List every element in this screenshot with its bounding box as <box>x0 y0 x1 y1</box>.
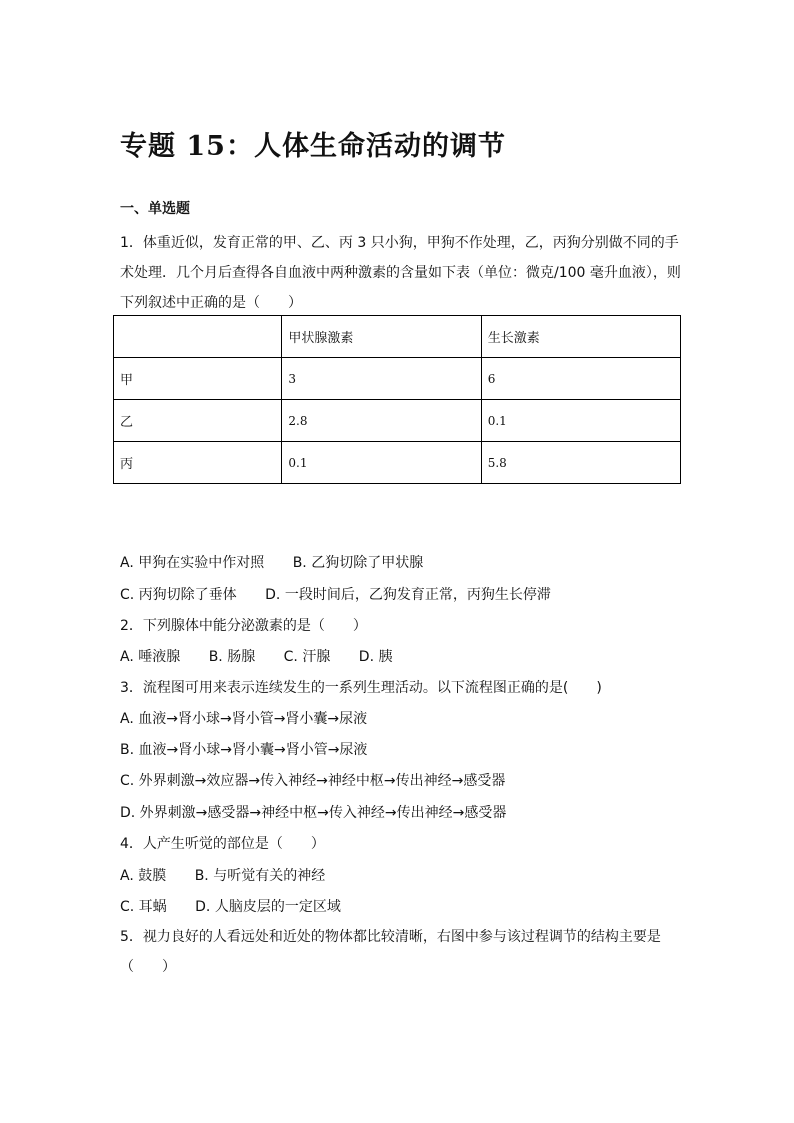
hormone-table <box>113 315 681 484</box>
option-c[interactable]: C. 丙狗切除了垂体 <box>120 587 237 603</box>
question-4-options-row-1 <box>120 866 325 886</box>
question-4-options-row-2 <box>120 897 341 917</box>
option-c[interactable]: C. 汗腺 <box>283 649 331 665</box>
table-cell: 3 <box>282 358 481 400</box>
table-row <box>114 400 681 442</box>
table-cell: 乙 <box>114 400 282 442</box>
question-1-options-row-1 <box>120 553 423 573</box>
option-d[interactable]: D. 一段时间后，乙狗发育正常，丙狗生长停滞 <box>265 587 551 603</box>
table-row <box>114 442 681 484</box>
option-a[interactable]: A. 鼓膜 <box>120 868 167 884</box>
question-4-stem: 4．人产生听觉的部位是（ ） <box>120 836 325 852</box>
question-3-stem: 3．流程图可用来表示连续发生的一系列生理活动。以下流程图正确的是( ) <box>120 680 602 696</box>
table-row <box>114 358 681 400</box>
option-b[interactable]: B. 乙狗切除了甲状腺 <box>292 555 424 571</box>
option-d[interactable]: D. 人脑皮层的一定区域 <box>195 899 341 915</box>
section-heading: 一、单选题 <box>120 201 190 217</box>
table-header-cell: 生长激素 <box>481 316 680 358</box>
table-header-cell: 甲状腺激素 <box>282 316 481 358</box>
question-2-options <box>120 647 392 667</box>
table-cell: 0.1 <box>481 400 680 442</box>
option-a[interactable]: A. 血液→肾小球→肾小管→肾小囊→尿液 <box>120 711 368 727</box>
table-cell: 6 <box>481 358 680 400</box>
option-b[interactable]: B. 肠腺 <box>208 649 256 665</box>
option-c[interactable]: C. 耳蜗 <box>120 899 167 915</box>
option-a[interactable]: A. 唾液腺 <box>120 649 181 665</box>
option-d[interactable]: D. 胰 <box>358 649 393 665</box>
option-d[interactable]: D. 外界刺激→感受器→神经中枢→传入神经→传出神经→感受器 <box>120 805 507 821</box>
question-5-stem: 5．视力良好的人看远处和近处的物体都比较清晰，右图中参与该过程调节的结构主要是（ ） <box>120 929 661 975</box>
table-cell: 5.8 <box>481 442 680 484</box>
option-c[interactable]: C. 外界刺激→效应器→传入神经→神经中枢→传出神经→感受器 <box>120 773 506 789</box>
question-1-options-row-2 <box>120 585 551 605</box>
page-title: 专题 15：人体生命活动的调节 <box>120 131 506 162</box>
table-cell: 甲 <box>114 358 282 400</box>
question-1-stem: 1．体重近似，发育正常的甲、乙、丙 3 只小狗，甲狗不作处理，乙，丙狗分别做不同的手术处理．几个月后查得各自血液中两种激素的含量如下表（单位：微克/100 毫升血液），则下列叙述中正确的是（ ） <box>120 235 681 311</box>
table-cell: 丙 <box>114 442 282 484</box>
option-b[interactable]: B. 与听觉有关的神经 <box>194 868 326 884</box>
table-cell: 0.1 <box>282 442 481 484</box>
table-header-row <box>114 316 681 358</box>
table-header-cell <box>114 316 282 358</box>
table-cell: 2.8 <box>282 400 481 442</box>
option-b[interactable]: B. 血液→肾小球→肾小囊→肾小管→尿液 <box>120 742 368 758</box>
question-2-stem: 2．下列腺体中能分泌激素的是（ ） <box>120 618 367 634</box>
option-a[interactable]: A. 甲狗在实验中作对照 <box>120 555 265 571</box>
